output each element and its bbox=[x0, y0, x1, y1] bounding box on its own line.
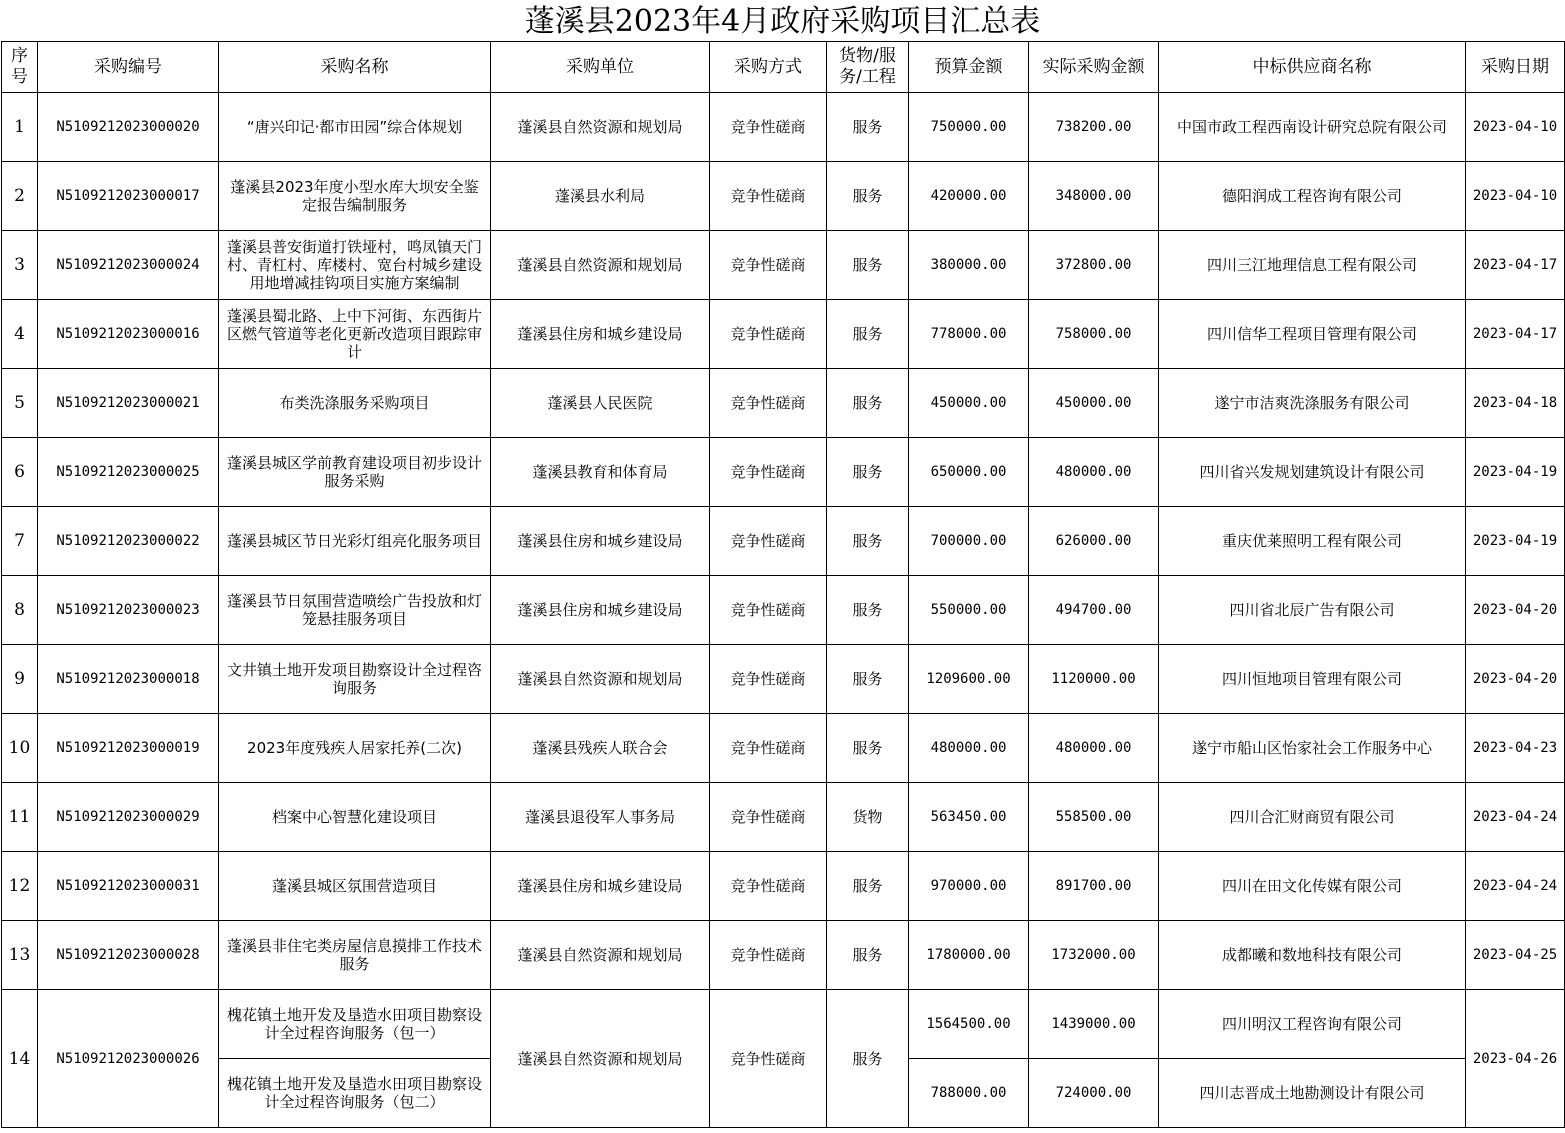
cell-actual: 480000.00 bbox=[1029, 714, 1159, 783]
cell-date: 2023-04-24 bbox=[1466, 783, 1565, 852]
cell-method: 竞争性磋商 bbox=[710, 162, 827, 231]
cell-method: 竞争性磋商 bbox=[710, 645, 827, 714]
cell-name: 蓬溪县城区节日光彩灯组亮化服务项目 bbox=[219, 507, 491, 576]
cell-name: 槐花镇土地开发及垦造水田项目勘察设计全过程咨询服务（包一） bbox=[219, 990, 491, 1059]
cell-code: N5109212023000018 bbox=[38, 645, 219, 714]
table-row bbox=[2, 231, 1565, 300]
cell-method: 竞争性磋商 bbox=[710, 93, 827, 162]
table-row bbox=[2, 438, 1565, 507]
cell-actual: 758000.00 bbox=[1029, 300, 1159, 369]
cell-code: N5109212023000020 bbox=[38, 93, 219, 162]
cell-name: 蓬溪县2023年度小型水库大坝安全鉴定报告编制服务 bbox=[219, 162, 491, 231]
cell-budget: 550000.00 bbox=[909, 576, 1029, 645]
cell-actual: 480000.00 bbox=[1029, 438, 1159, 507]
table-row bbox=[2, 714, 1565, 783]
cell-method: 竞争性磋商 bbox=[710, 852, 827, 921]
cell-unit: 蓬溪县住房和城乡建设局 bbox=[491, 852, 710, 921]
cell-supplier: 四川省兴发规划建筑设计有限公司 bbox=[1159, 438, 1466, 507]
cell-seq: 8 bbox=[2, 576, 38, 645]
page-title: 蓬溪县2023年4月政府采购项目汇总表 bbox=[524, 4, 1041, 39]
cell-method: 竞争性磋商 bbox=[710, 990, 827, 1128]
cell-seq: 6 bbox=[2, 438, 38, 507]
table-row bbox=[2, 645, 1565, 714]
cell-date: 2023-04-10 bbox=[1466, 162, 1565, 231]
header-method: 采购方式 bbox=[710, 42, 827, 93]
cell-supplier: 四川在田文化传媒有限公司 bbox=[1159, 852, 1466, 921]
cell-category: 服务 bbox=[827, 369, 909, 438]
cell-supplier: 四川明汉工程咨询有限公司 bbox=[1159, 990, 1466, 1059]
cell-actual: 1439000.00 bbox=[1029, 990, 1159, 1059]
cell-seq: 3 bbox=[2, 231, 38, 300]
cell-actual: 372800.00 bbox=[1029, 231, 1159, 300]
cell-supplier: 遂宁市船山区怡家社会工作服务中心 bbox=[1159, 714, 1466, 783]
cell-actual: 558500.00 bbox=[1029, 783, 1159, 852]
cell-actual: 891700.00 bbox=[1029, 852, 1159, 921]
cell-seq: 11 bbox=[2, 783, 38, 852]
cell-actual: 494700.00 bbox=[1029, 576, 1159, 645]
cell-code: N5109212023000031 bbox=[38, 852, 219, 921]
cell-supplier: 四川志晋成土地勘测设计有限公司 bbox=[1159, 1059, 1466, 1128]
header-unit: 采购单位 bbox=[491, 42, 710, 93]
cell-code: N5109212023000028 bbox=[38, 921, 219, 990]
cell-actual: 348000.00 bbox=[1029, 162, 1159, 231]
cell-supplier: 遂宁市洁爽洗涤服务有限公司 bbox=[1159, 369, 1466, 438]
cell-supplier: 四川三江地理信息工程有限公司 bbox=[1159, 231, 1466, 300]
cell-date: 2023-04-19 bbox=[1466, 438, 1565, 507]
cell-date: 2023-04-20 bbox=[1466, 576, 1565, 645]
cell-budget: 650000.00 bbox=[909, 438, 1029, 507]
cell-category: 服务 bbox=[827, 300, 909, 369]
cell-date: 2023-04-10 bbox=[1466, 93, 1565, 162]
cell-date: 2023-04-17 bbox=[1466, 300, 1565, 369]
cell-unit: 蓬溪县住房和城乡建设局 bbox=[491, 300, 710, 369]
cell-category: 服务 bbox=[827, 645, 909, 714]
cell-method: 竞争性磋商 bbox=[710, 231, 827, 300]
cell-seq: 14 bbox=[2, 990, 38, 1128]
header-code: 采购编号 bbox=[38, 42, 219, 93]
cell-method: 竞争性磋商 bbox=[710, 438, 827, 507]
cell-seq: 5 bbox=[2, 369, 38, 438]
cell-date: 2023-04-26 bbox=[1466, 990, 1565, 1128]
cell-code: N5109212023000023 bbox=[38, 576, 219, 645]
header-supplier: 中标供应商名称 bbox=[1159, 42, 1466, 93]
table-row bbox=[2, 507, 1565, 576]
cell-budget: 563450.00 bbox=[909, 783, 1029, 852]
cell-method: 竞争性磋商 bbox=[710, 921, 827, 990]
cell-budget: 480000.00 bbox=[909, 714, 1029, 783]
cell-category: 服务 bbox=[827, 507, 909, 576]
cell-unit: 蓬溪县自然资源和规划局 bbox=[491, 93, 710, 162]
cell-actual: 1732000.00 bbox=[1029, 921, 1159, 990]
cell-budget: 1564500.00 bbox=[909, 990, 1029, 1059]
cell-supplier: 德阳润成工程咨询有限公司 bbox=[1159, 162, 1466, 231]
cell-actual: 738200.00 bbox=[1029, 93, 1159, 162]
cell-budget: 450000.00 bbox=[909, 369, 1029, 438]
cell-budget: 1209600.00 bbox=[909, 645, 1029, 714]
cell-budget: 380000.00 bbox=[909, 231, 1029, 300]
cell-budget: 778000.00 bbox=[909, 300, 1029, 369]
cell-code: N5109212023000025 bbox=[38, 438, 219, 507]
cell-name: 文井镇土地开发项目勘察设计全过程咨询服务 bbox=[219, 645, 491, 714]
cell-name: 档案中心智慧化建设项目 bbox=[219, 783, 491, 852]
cell-actual: 626000.00 bbox=[1029, 507, 1159, 576]
cell-name: 蓬溪县蜀北路、上中下河街、东西街片区燃气管道等老化更新改造项目跟踪审计 bbox=[219, 300, 491, 369]
cell-name: “唐兴印记·都市田园”综合体规划 bbox=[219, 93, 491, 162]
cell-budget: 1780000.00 bbox=[909, 921, 1029, 990]
cell-actual: 1120000.00 bbox=[1029, 645, 1159, 714]
procurement-table bbox=[1, 41, 1565, 1128]
header-actual: 实际采购金额 bbox=[1029, 42, 1159, 93]
cell-unit: 蓬溪县退役军人事务局 bbox=[491, 783, 710, 852]
cell-budget: 788000.00 bbox=[909, 1059, 1029, 1128]
cell-name: 蓬溪县普安街道打铁垭村，鸣凤镇天门村、青杠村、库楼村、宽台村城乡建设用地增减挂钩项目实施方案编制 bbox=[219, 231, 491, 300]
table-row bbox=[2, 93, 1565, 162]
cell-seq: 1 bbox=[2, 93, 38, 162]
cell-date: 2023-04-17 bbox=[1466, 231, 1565, 300]
cell-name: 2023年度残疾人居家托养(二次) bbox=[219, 714, 491, 783]
cell-budget: 970000.00 bbox=[909, 852, 1029, 921]
header-category: 货物/服务/工程 bbox=[827, 42, 909, 93]
cell-supplier: 四川省北辰广告有限公司 bbox=[1159, 576, 1466, 645]
cell-name: 布类洗涤服务采购项目 bbox=[219, 369, 491, 438]
cell-code: N5109212023000026 bbox=[38, 990, 219, 1128]
cell-date: 2023-04-25 bbox=[1466, 921, 1565, 990]
cell-actual: 724000.00 bbox=[1029, 1059, 1159, 1128]
cell-category: 服务 bbox=[827, 990, 909, 1128]
cell-seq: 9 bbox=[2, 645, 38, 714]
cell-date: 2023-04-18 bbox=[1466, 369, 1565, 438]
cell-date: 2023-04-20 bbox=[1466, 645, 1565, 714]
cell-supplier: 四川恒地项目管理有限公司 bbox=[1159, 645, 1466, 714]
cell-seq: 13 bbox=[2, 921, 38, 990]
cell-method: 竞争性磋商 bbox=[710, 576, 827, 645]
cell-supplier: 四川合汇财商贸有限公司 bbox=[1159, 783, 1466, 852]
cell-actual: 450000.00 bbox=[1029, 369, 1159, 438]
cell-unit: 蓬溪县自然资源和规划局 bbox=[491, 921, 710, 990]
table-row bbox=[2, 369, 1565, 438]
cell-unit: 蓬溪县自然资源和规划局 bbox=[491, 231, 710, 300]
cell-unit: 蓬溪县残疾人联合会 bbox=[491, 714, 710, 783]
table-row bbox=[2, 852, 1565, 921]
cell-category: 服务 bbox=[827, 231, 909, 300]
cell-unit: 蓬溪县自然资源和规划局 bbox=[491, 645, 710, 714]
header-seq: 序号 bbox=[2, 42, 38, 93]
cell-unit: 蓬溪县自然资源和规划局 bbox=[491, 990, 710, 1128]
cell-method: 竞争性磋商 bbox=[710, 507, 827, 576]
header-budget: 预算金额 bbox=[909, 42, 1029, 93]
cell-budget: 420000.00 bbox=[909, 162, 1029, 231]
cell-seq: 12 bbox=[2, 852, 38, 921]
table-row bbox=[2, 576, 1565, 645]
cell-budget: 700000.00 bbox=[909, 507, 1029, 576]
cell-method: 竞争性磋商 bbox=[710, 300, 827, 369]
cell-code: N5109212023000019 bbox=[38, 714, 219, 783]
header-name: 采购名称 bbox=[219, 42, 491, 93]
table-row bbox=[2, 162, 1565, 231]
cell-category: 服务 bbox=[827, 438, 909, 507]
cell-code: N5109212023000022 bbox=[38, 507, 219, 576]
table-row bbox=[2, 990, 1565, 1059]
cell-seq: 7 bbox=[2, 507, 38, 576]
cell-category: 服务 bbox=[827, 162, 909, 231]
cell-budget: 750000.00 bbox=[909, 93, 1029, 162]
cell-method: 竞争性磋商 bbox=[710, 783, 827, 852]
cell-supplier: 重庆优莱照明工程有限公司 bbox=[1159, 507, 1466, 576]
table-row bbox=[2, 783, 1565, 852]
cell-date: 2023-04-23 bbox=[1466, 714, 1565, 783]
cell-unit: 蓬溪县人民医院 bbox=[491, 369, 710, 438]
cell-code: N5109212023000021 bbox=[38, 369, 219, 438]
cell-name: 蓬溪县城区学前教育建设项目初步设计服务采购 bbox=[219, 438, 491, 507]
cell-name: 蓬溪县城区氛围营造项目 bbox=[219, 852, 491, 921]
cell-seq: 2 bbox=[2, 162, 38, 231]
cell-code: N5109212023000016 bbox=[38, 300, 219, 369]
cell-method: 竞争性磋商 bbox=[710, 369, 827, 438]
header-row bbox=[2, 42, 1565, 93]
cell-supplier: 中国市政工程西南设计研究总院有限公司 bbox=[1159, 93, 1466, 162]
cell-supplier: 成都曦和数地科技有限公司 bbox=[1159, 921, 1466, 990]
cell-category: 服务 bbox=[827, 852, 909, 921]
cell-unit: 蓬溪县住房和城乡建设局 bbox=[491, 507, 710, 576]
cell-name: 蓬溪县非住宅类房屋信息摸排工作技术服务 bbox=[219, 921, 491, 990]
cell-unit: 蓬溪县水利局 bbox=[491, 162, 710, 231]
cell-method: 竞争性磋商 bbox=[710, 714, 827, 783]
cell-code: N5109212023000017 bbox=[38, 162, 219, 231]
cell-category: 货物 bbox=[827, 783, 909, 852]
cell-category: 服务 bbox=[827, 921, 909, 990]
cell-code: N5109212023000024 bbox=[38, 231, 219, 300]
table-row bbox=[2, 921, 1565, 990]
cell-name: 槐花镇土地开发及垦造水田项目勘察设计全过程咨询服务（包二） bbox=[219, 1059, 491, 1128]
cell-seq: 4 bbox=[2, 300, 38, 369]
cell-unit: 蓬溪县住房和城乡建设局 bbox=[491, 576, 710, 645]
header-date: 采购日期 bbox=[1466, 42, 1565, 93]
cell-name: 蓬溪县节日氛围营造喷绘广告投放和灯笼悬挂服务项目 bbox=[219, 576, 491, 645]
cell-seq: 10 bbox=[2, 714, 38, 783]
cell-code: N5109212023000029 bbox=[38, 783, 219, 852]
cell-category: 服务 bbox=[827, 576, 909, 645]
cell-supplier: 四川信华工程项目管理有限公司 bbox=[1159, 300, 1466, 369]
cell-date: 2023-04-24 bbox=[1466, 852, 1565, 921]
table-row bbox=[2, 300, 1565, 369]
cell-date: 2023-04-19 bbox=[1466, 507, 1565, 576]
cell-unit: 蓬溪县教育和体育局 bbox=[491, 438, 710, 507]
cell-category: 服务 bbox=[827, 93, 909, 162]
cell-category: 服务 bbox=[827, 714, 909, 783]
